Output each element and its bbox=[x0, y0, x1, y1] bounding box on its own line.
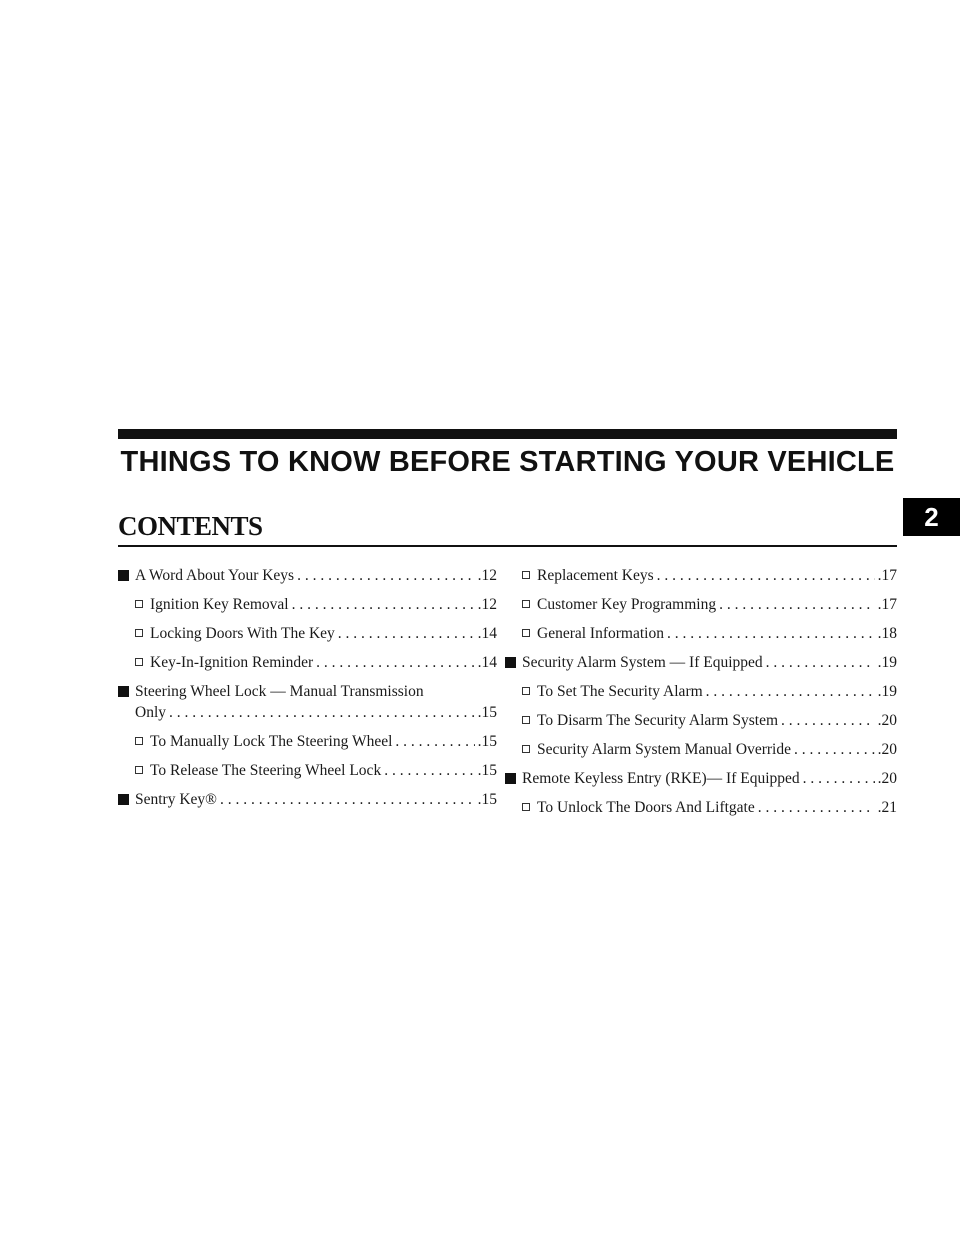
dot-leader bbox=[706, 681, 875, 702]
toc-entry-page: .14 bbox=[477, 654, 497, 671]
toc-entry-title: Key-In-Ignition Reminder bbox=[150, 654, 314, 671]
dot-leader bbox=[395, 731, 474, 752]
toc-entry-title: To Unlock The Doors And Liftgate bbox=[537, 799, 755, 816]
open-square-bullet-icon bbox=[522, 803, 530, 811]
toc-entry[interactable] bbox=[118, 681, 497, 723]
chapter-title: THINGS TO KNOW BEFORE STARTING YOUR VEHICLE bbox=[120, 446, 895, 478]
dot-leader bbox=[384, 760, 474, 781]
toc-entry[interactable] bbox=[118, 789, 497, 810]
toc-entry-title: A Word About Your Keys bbox=[135, 567, 295, 584]
open-square-bullet-icon bbox=[135, 766, 143, 774]
toc-entry[interactable] bbox=[505, 652, 897, 673]
toc-entry-page: .14 bbox=[477, 625, 497, 642]
toc-entry-page: .19 bbox=[877, 683, 897, 700]
dot-leader bbox=[316, 652, 474, 673]
open-square-bullet-icon bbox=[135, 629, 143, 637]
open-square-bullet-icon bbox=[522, 571, 530, 579]
toc-entry-title: To Manually Lock The Steering Wheel bbox=[150, 733, 393, 750]
dot-leader bbox=[781, 710, 875, 731]
toc-entry[interactable] bbox=[522, 565, 897, 586]
toc-entry[interactable] bbox=[135, 760, 497, 781]
toc-entry-title: Locking Doors With The Key bbox=[150, 625, 335, 642]
open-square-bullet-icon bbox=[135, 600, 143, 608]
toc-entry[interactable] bbox=[118, 565, 497, 586]
toc-entry[interactable] bbox=[522, 623, 897, 644]
open-square-bullet-icon bbox=[522, 687, 530, 695]
toc-entry-title: Sentry Key® bbox=[135, 791, 217, 808]
toc-entry-title: Only bbox=[135, 704, 166, 721]
toc-entry-page: .20 bbox=[877, 712, 897, 729]
toc-entry-title: Security Alarm System Manual Override bbox=[537, 741, 791, 758]
toc-entry-page: .12 bbox=[477, 567, 497, 584]
chapter-top-rule bbox=[118, 429, 897, 439]
toc-entry-title: Customer Key Programming bbox=[537, 596, 717, 613]
contents-heading: CONTENTS bbox=[118, 511, 263, 541]
open-square-bullet-icon bbox=[522, 745, 530, 753]
toc-entry[interactable] bbox=[135, 731, 497, 752]
toc-entry-page: .18 bbox=[877, 625, 897, 642]
toc-entry[interactable] bbox=[135, 594, 497, 615]
toc-entry-page: .15 bbox=[477, 733, 497, 750]
dot-leader bbox=[794, 739, 875, 760]
toc-entry-title: To Release The Steering Wheel Lock bbox=[150, 762, 382, 779]
toc-entry-page: .21 bbox=[877, 799, 897, 816]
toc-entry-title: To Disarm The Security Alarm System bbox=[537, 712, 778, 729]
dot-leader bbox=[667, 623, 875, 644]
chapter-tab: 2 bbox=[903, 498, 960, 536]
toc-entry-page: .20 bbox=[877, 770, 897, 787]
toc-entry-page: .15 bbox=[477, 704, 497, 721]
toc-entry-title: Ignition Key Removal bbox=[150, 596, 289, 613]
toc-entry[interactable] bbox=[522, 739, 897, 760]
toc-entry-page: .20 bbox=[877, 741, 897, 758]
dot-leader bbox=[758, 797, 875, 818]
filled-square-bullet-icon bbox=[118, 794, 129, 805]
toc-entry[interactable] bbox=[135, 623, 497, 644]
toc-entry[interactable] bbox=[522, 681, 897, 702]
toc-entry-title: To Set The Security Alarm bbox=[537, 683, 703, 700]
open-square-bullet-icon bbox=[135, 658, 143, 666]
toc-entry-title: Remote Keyless Entry (RKE)— If Equipped bbox=[522, 770, 800, 787]
toc-entry-title: Security Alarm System — If Equipped bbox=[522, 654, 763, 671]
open-square-bullet-icon bbox=[522, 600, 530, 608]
toc-entry[interactable] bbox=[505, 768, 897, 789]
dot-leader bbox=[338, 623, 475, 644]
dot-leader bbox=[220, 789, 475, 810]
toc-entry-page: .19 bbox=[877, 654, 897, 671]
toc-entry[interactable] bbox=[522, 710, 897, 731]
filled-square-bullet-icon bbox=[118, 570, 129, 581]
dot-leader bbox=[292, 594, 475, 615]
dot-leader bbox=[169, 702, 475, 723]
toc-entry-title: Replacement Keys bbox=[537, 567, 654, 584]
filled-square-bullet-icon bbox=[505, 657, 516, 668]
toc-entry-page: .12 bbox=[477, 596, 497, 613]
toc-entry-page: .15 bbox=[477, 762, 497, 779]
contents-rule bbox=[118, 545, 897, 547]
filled-square-bullet-icon bbox=[118, 686, 129, 697]
toc-right-column bbox=[522, 565, 897, 826]
open-square-bullet-icon bbox=[522, 629, 530, 637]
toc-entry[interactable] bbox=[135, 652, 497, 673]
filled-square-bullet-icon bbox=[505, 773, 516, 784]
toc-left-column bbox=[118, 565, 497, 818]
toc-entry-page: .17 bbox=[877, 567, 897, 584]
toc-entry[interactable] bbox=[522, 797, 897, 818]
dot-leader bbox=[803, 768, 875, 789]
dot-leader bbox=[657, 565, 875, 586]
toc-entry-title: General Information bbox=[537, 625, 664, 642]
dot-leader bbox=[719, 594, 875, 615]
dot-leader bbox=[297, 565, 475, 586]
toc-entry-page: .17 bbox=[877, 596, 897, 613]
toc-entry-title-line1: Steering Wheel Lock — Manual Transmission bbox=[135, 683, 424, 700]
open-square-bullet-icon bbox=[522, 716, 530, 724]
dot-leader bbox=[766, 652, 875, 673]
toc-entry[interactable] bbox=[522, 594, 897, 615]
toc-entry-page: .15 bbox=[477, 791, 497, 808]
open-square-bullet-icon bbox=[135, 737, 143, 745]
